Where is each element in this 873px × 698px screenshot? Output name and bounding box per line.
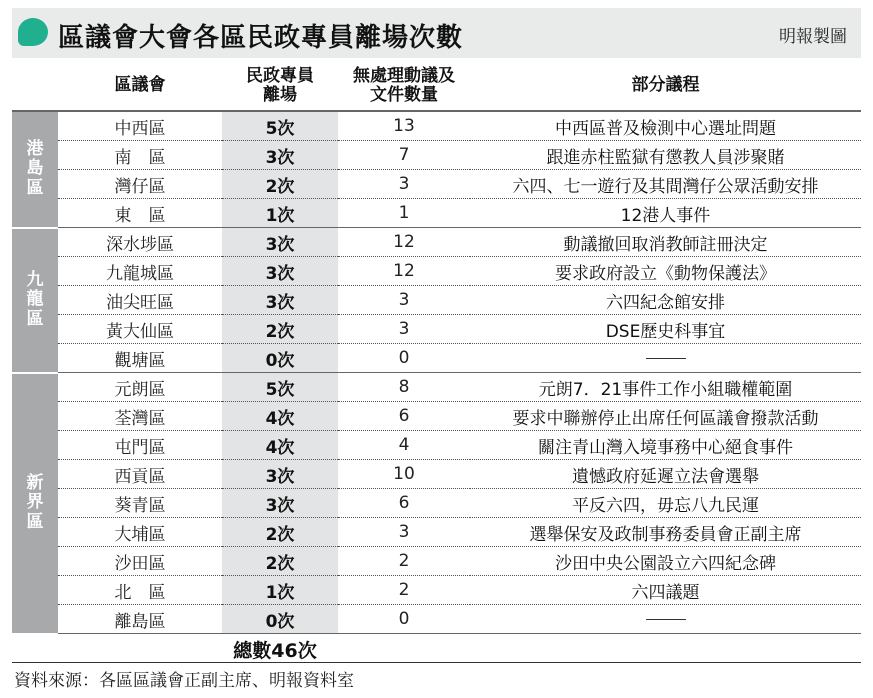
agenda-cell: 選舉保安及政制事務委員會正副主席 xyxy=(470,518,861,547)
agenda-cell xyxy=(470,344,861,373)
motion-count-cell: 8 xyxy=(338,373,470,402)
motion-count-cell: 2 xyxy=(338,547,470,576)
motion-count-cell: 10 xyxy=(338,460,470,489)
district-cell: 灣仔區 xyxy=(58,170,222,199)
agenda-cell: 沙田中央公園設立六四紀念碑 xyxy=(470,547,861,576)
table-row xyxy=(12,141,861,170)
walkout-count-cell: 3次 xyxy=(222,257,338,286)
header-agenda: 部分議程 xyxy=(470,62,861,111)
table-row xyxy=(12,518,861,547)
empty-dash xyxy=(646,358,686,359)
motion-count-cell: 0 xyxy=(338,605,470,634)
district-cell: 油尖旺區 xyxy=(58,286,222,315)
walkout-count-cell: 4次 xyxy=(222,431,338,460)
agenda-cell: 六四、七一遊行及其間灣仔公眾活動安排 xyxy=(470,170,861,199)
header-blank xyxy=(12,62,58,111)
motion-count-cell: 7 xyxy=(338,141,470,170)
agenda-cell: DSE歷史科事宜 xyxy=(470,315,861,344)
speech-bubble-icon xyxy=(18,18,48,46)
agenda-cell: 要求政府設立《動物保護法》 xyxy=(470,257,861,286)
table-header-row xyxy=(12,62,861,111)
agenda-cell: 要求中聯辦停止出席任何區議會撥款活動 xyxy=(470,402,861,431)
motion-count-cell: 13 xyxy=(338,111,470,141)
header-district: 區議會 xyxy=(58,62,222,111)
district-cell: 西貢區 xyxy=(58,460,222,489)
motion-count-cell: 3 xyxy=(338,315,470,344)
district-cell: 黃大仙區 xyxy=(58,315,222,344)
walkout-count-cell: 0次 xyxy=(222,344,338,373)
district-cell: 葵青區 xyxy=(58,489,222,518)
walkout-count-cell: 2次 xyxy=(222,315,338,344)
agenda-cell: 遺憾政府延遲立法會選舉 xyxy=(470,460,861,489)
motion-count-cell: 6 xyxy=(338,402,470,431)
agenda-cell: 中西區普及檢測中心選址問題 xyxy=(470,111,861,141)
region-label: 九龍區 xyxy=(12,228,58,373)
table-row xyxy=(12,576,861,605)
walkout-count-cell: 3次 xyxy=(222,460,338,489)
district-cell: 元朗區 xyxy=(58,373,222,402)
district-cell: 深水埗區 xyxy=(58,228,222,257)
walkout-count-cell: 3次 xyxy=(222,286,338,315)
table-row xyxy=(12,228,861,257)
district-cell: 離島區 xyxy=(58,605,222,634)
agenda-cell: 動議撤回取消教師註冊決定 xyxy=(470,228,861,257)
district-cell: 北 區 xyxy=(58,576,222,605)
walkout-count-cell: 2次 xyxy=(222,518,338,547)
title-bar xyxy=(12,8,861,58)
motion-count-cell: 3 xyxy=(338,286,470,315)
walkout-count-cell: 1次 xyxy=(222,199,338,228)
walkout-count-cell: 3次 xyxy=(222,228,338,257)
table-row xyxy=(12,111,861,141)
table-row xyxy=(12,489,861,518)
page-title: 區議會大會各區民政專員離場次數 xyxy=(58,23,464,53)
table-row xyxy=(12,315,861,344)
motion-count-cell: 3 xyxy=(338,170,470,199)
region-label: 港島區 xyxy=(12,111,58,228)
agenda-cell: 元朗7．21事件工作小組職權範圍 xyxy=(470,373,861,402)
empty-dash xyxy=(646,619,686,620)
motion-count-cell: 4 xyxy=(338,431,470,460)
region-label: 新界區 xyxy=(12,373,58,634)
district-cell: 中西區 xyxy=(58,111,222,141)
walkout-count-cell: 3次 xyxy=(222,141,338,170)
walkout-count-cell: 5次 xyxy=(222,373,338,402)
agenda-cell: 六四紀念館安排 xyxy=(470,286,861,315)
district-cell: 沙田區 xyxy=(58,547,222,576)
district-cell: 大埔區 xyxy=(58,518,222,547)
district-cell: 南 區 xyxy=(58,141,222,170)
walkout-count-cell: 1次 xyxy=(222,576,338,605)
motion-count-cell: 2 xyxy=(338,576,470,605)
walkout-count-cell: 3次 xyxy=(222,489,338,518)
motion-count-cell: 3 xyxy=(338,518,470,547)
district-cell: 屯門區 xyxy=(58,431,222,460)
header-walkouts: 民政專員離場 xyxy=(222,62,338,111)
walkout-table xyxy=(12,62,861,635)
table-row xyxy=(12,344,861,373)
table-row xyxy=(12,199,861,228)
walkout-count-cell: 2次 xyxy=(222,170,338,199)
agenda-cell: 六四議題 xyxy=(470,576,861,605)
district-cell: 九龍城區 xyxy=(58,257,222,286)
table-row xyxy=(12,373,861,402)
total-row xyxy=(12,632,861,663)
walkout-count-cell: 0次 xyxy=(222,605,338,634)
walkout-count-cell: 2次 xyxy=(222,547,338,576)
header-motions: 無處理動議及文件數量 xyxy=(338,62,470,111)
motion-count-cell: 6 xyxy=(338,489,470,518)
total-walkouts: 總數46次 xyxy=(233,640,317,662)
table-row xyxy=(12,257,861,286)
agenda-cell: 平反六四，毋忘八九民運 xyxy=(470,489,861,518)
table-row xyxy=(12,460,861,489)
table-row xyxy=(12,286,861,315)
agenda-cell: 關注青山灣入境事務中心絕食事件 xyxy=(470,431,861,460)
district-cell: 荃灣區 xyxy=(58,402,222,431)
motion-count-cell: 12 xyxy=(338,228,470,257)
table-row xyxy=(12,605,861,634)
district-cell: 觀塘區 xyxy=(58,344,222,373)
district-cell: 東 區 xyxy=(58,199,222,228)
motion-count-cell: 0 xyxy=(338,344,470,373)
table-row xyxy=(12,547,861,576)
agenda-cell xyxy=(470,605,861,634)
motion-count-cell: 1 xyxy=(338,199,470,228)
walkout-count-cell: 5次 xyxy=(222,111,338,141)
table-row xyxy=(12,402,861,431)
table-row xyxy=(12,170,861,199)
graphic-credit: 明報製圖 xyxy=(779,27,847,47)
table-row xyxy=(12,431,861,460)
agenda-cell: 12港人事件 xyxy=(470,199,861,228)
agenda-cell: 跟進赤柱監獄有懲教人員涉聚賭 xyxy=(470,141,861,170)
data-source: 資料來源：各區區議會正副主席、明報資料室 xyxy=(14,671,354,691)
motion-count-cell: 12 xyxy=(338,257,470,286)
walkout-count-cell: 4次 xyxy=(222,402,338,431)
